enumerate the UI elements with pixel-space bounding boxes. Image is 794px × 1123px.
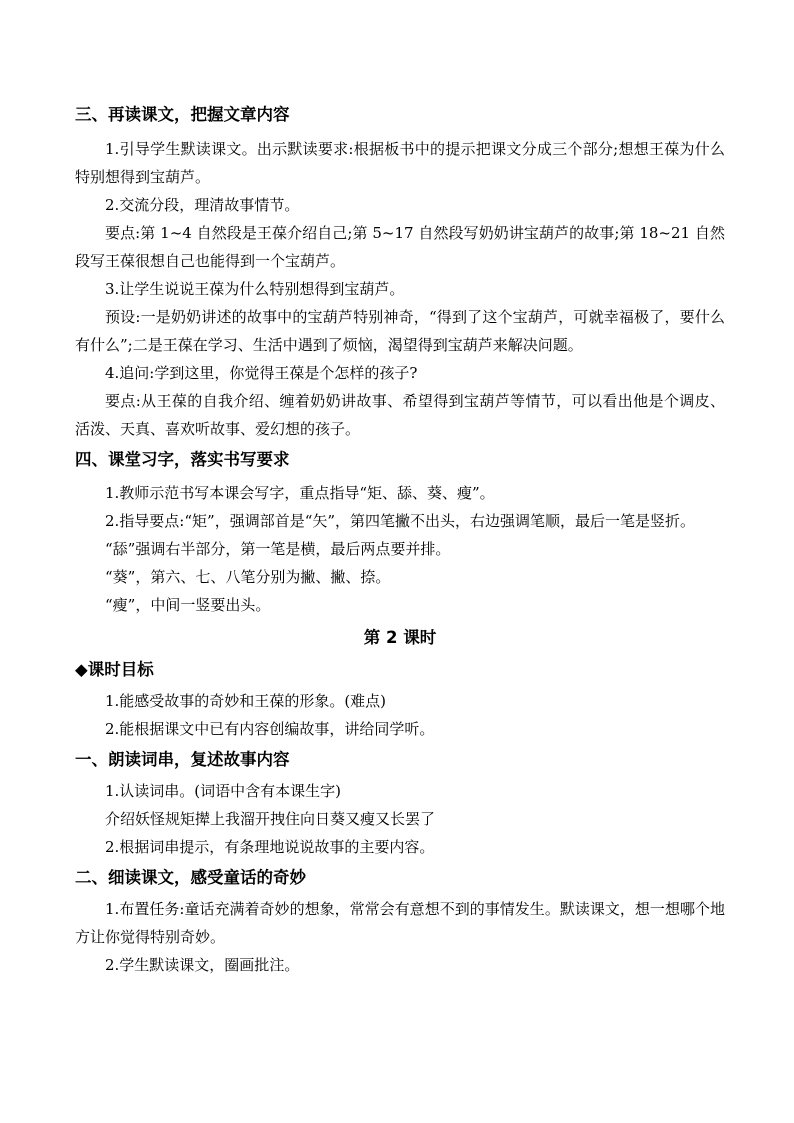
- paragraph: 1.能感受故事的奇妙和王葆的形象。(难点): [105, 692, 387, 710]
- paragraph: 要点:第 1~4 自然段是王葆介绍自己;第 5~17 自然段写奶奶讲宝葫芦的故事;第 18~21 自然段写王葆很想自己也能得到一个宝葫芦。: [75, 224, 725, 270]
- paragraph: 1.认读词串。(词语中含有本课生字): [105, 782, 342, 800]
- paragraph: 1.教师示范书写本课会写字，重点指导“矩、舔、葵、瘦”。: [105, 484, 495, 502]
- lesson-title: 第 2 课时: [363, 628, 437, 647]
- paragraph: 1.引导学生默读课文。出示默读要求:根据板书中的提示把课文分成三个部分;想想王葆为什么特别想得到宝葫芦。: [75, 140, 725, 186]
- paragraph: 2.根据词串提示，有条理地说说故事的主要内容。: [105, 838, 435, 856]
- paragraph: 2.交流分段，理清故事情节。: [105, 196, 300, 214]
- paragraph: 要点:从王葆的自我介绍、缠着奶奶讲故事、希望得到宝葫芦等情节，可以看出他是个调皮、活泼、天真、喜欢听故事、爱幻想的孩子。: [75, 392, 725, 438]
- section-heading-2: 二、细读课文，感受童话的奇妙: [75, 868, 306, 887]
- paragraph: 2.学生默读课文，圈画批注。: [105, 956, 300, 974]
- document-body: [75, 104, 725, 979]
- paragraph: “葵”，第六、七、八笔分别为撇、撇、捺。: [105, 568, 391, 586]
- paragraph: 1.布置任务:童话充满着奇妙的想象，常常会有意想不到的事情发生。默读课文，想一想哪个地方让你觉得特别奇妙。: [75, 900, 725, 946]
- paragraph: 3.让学生说说王葆为什么特别想得到宝葫芦。: [105, 280, 405, 298]
- word-list: 介绍妖怪规矩撵上我溜开拽住向日葵又瘦又长罢了: [105, 810, 436, 828]
- section-heading-3: 三、再读课文，把握文章内容: [75, 105, 290, 124]
- paragraph: “舔”强调右半部分，第一笔是横，最后两点要并排。: [105, 540, 451, 558]
- section-heading-1: 一、朗读词串，复述故事内容: [75, 750, 290, 769]
- paragraph: 2.能根据课文中已有内容创编故事，讲给同学听。: [105, 720, 435, 738]
- goals-heading: ◆课时目标: [75, 660, 154, 679]
- paragraph: “瘦”，中间一竖要出头。: [105, 596, 271, 614]
- paragraph: 2.指导要点:“矩”，强调部首是“矢”，第四笔撇不出头，右边强调笔顺，最后一笔是竖折。: [105, 512, 696, 530]
- paragraph: 预设:一是奶奶讲述的故事中的宝葫芦特别神奇，“得到了这个宝葫芦，可就幸福极了，要什么有什么”;二是王葆在学习、生活中遇到了烦恼，渴望得到宝葫芦来解决问题。: [75, 308, 725, 354]
- paragraph: 4.追问:学到这里，你觉得王葆是个怎样的孩子?: [105, 364, 418, 382]
- section-heading-4: 四、课堂习字，落实书写要求: [75, 450, 290, 469]
